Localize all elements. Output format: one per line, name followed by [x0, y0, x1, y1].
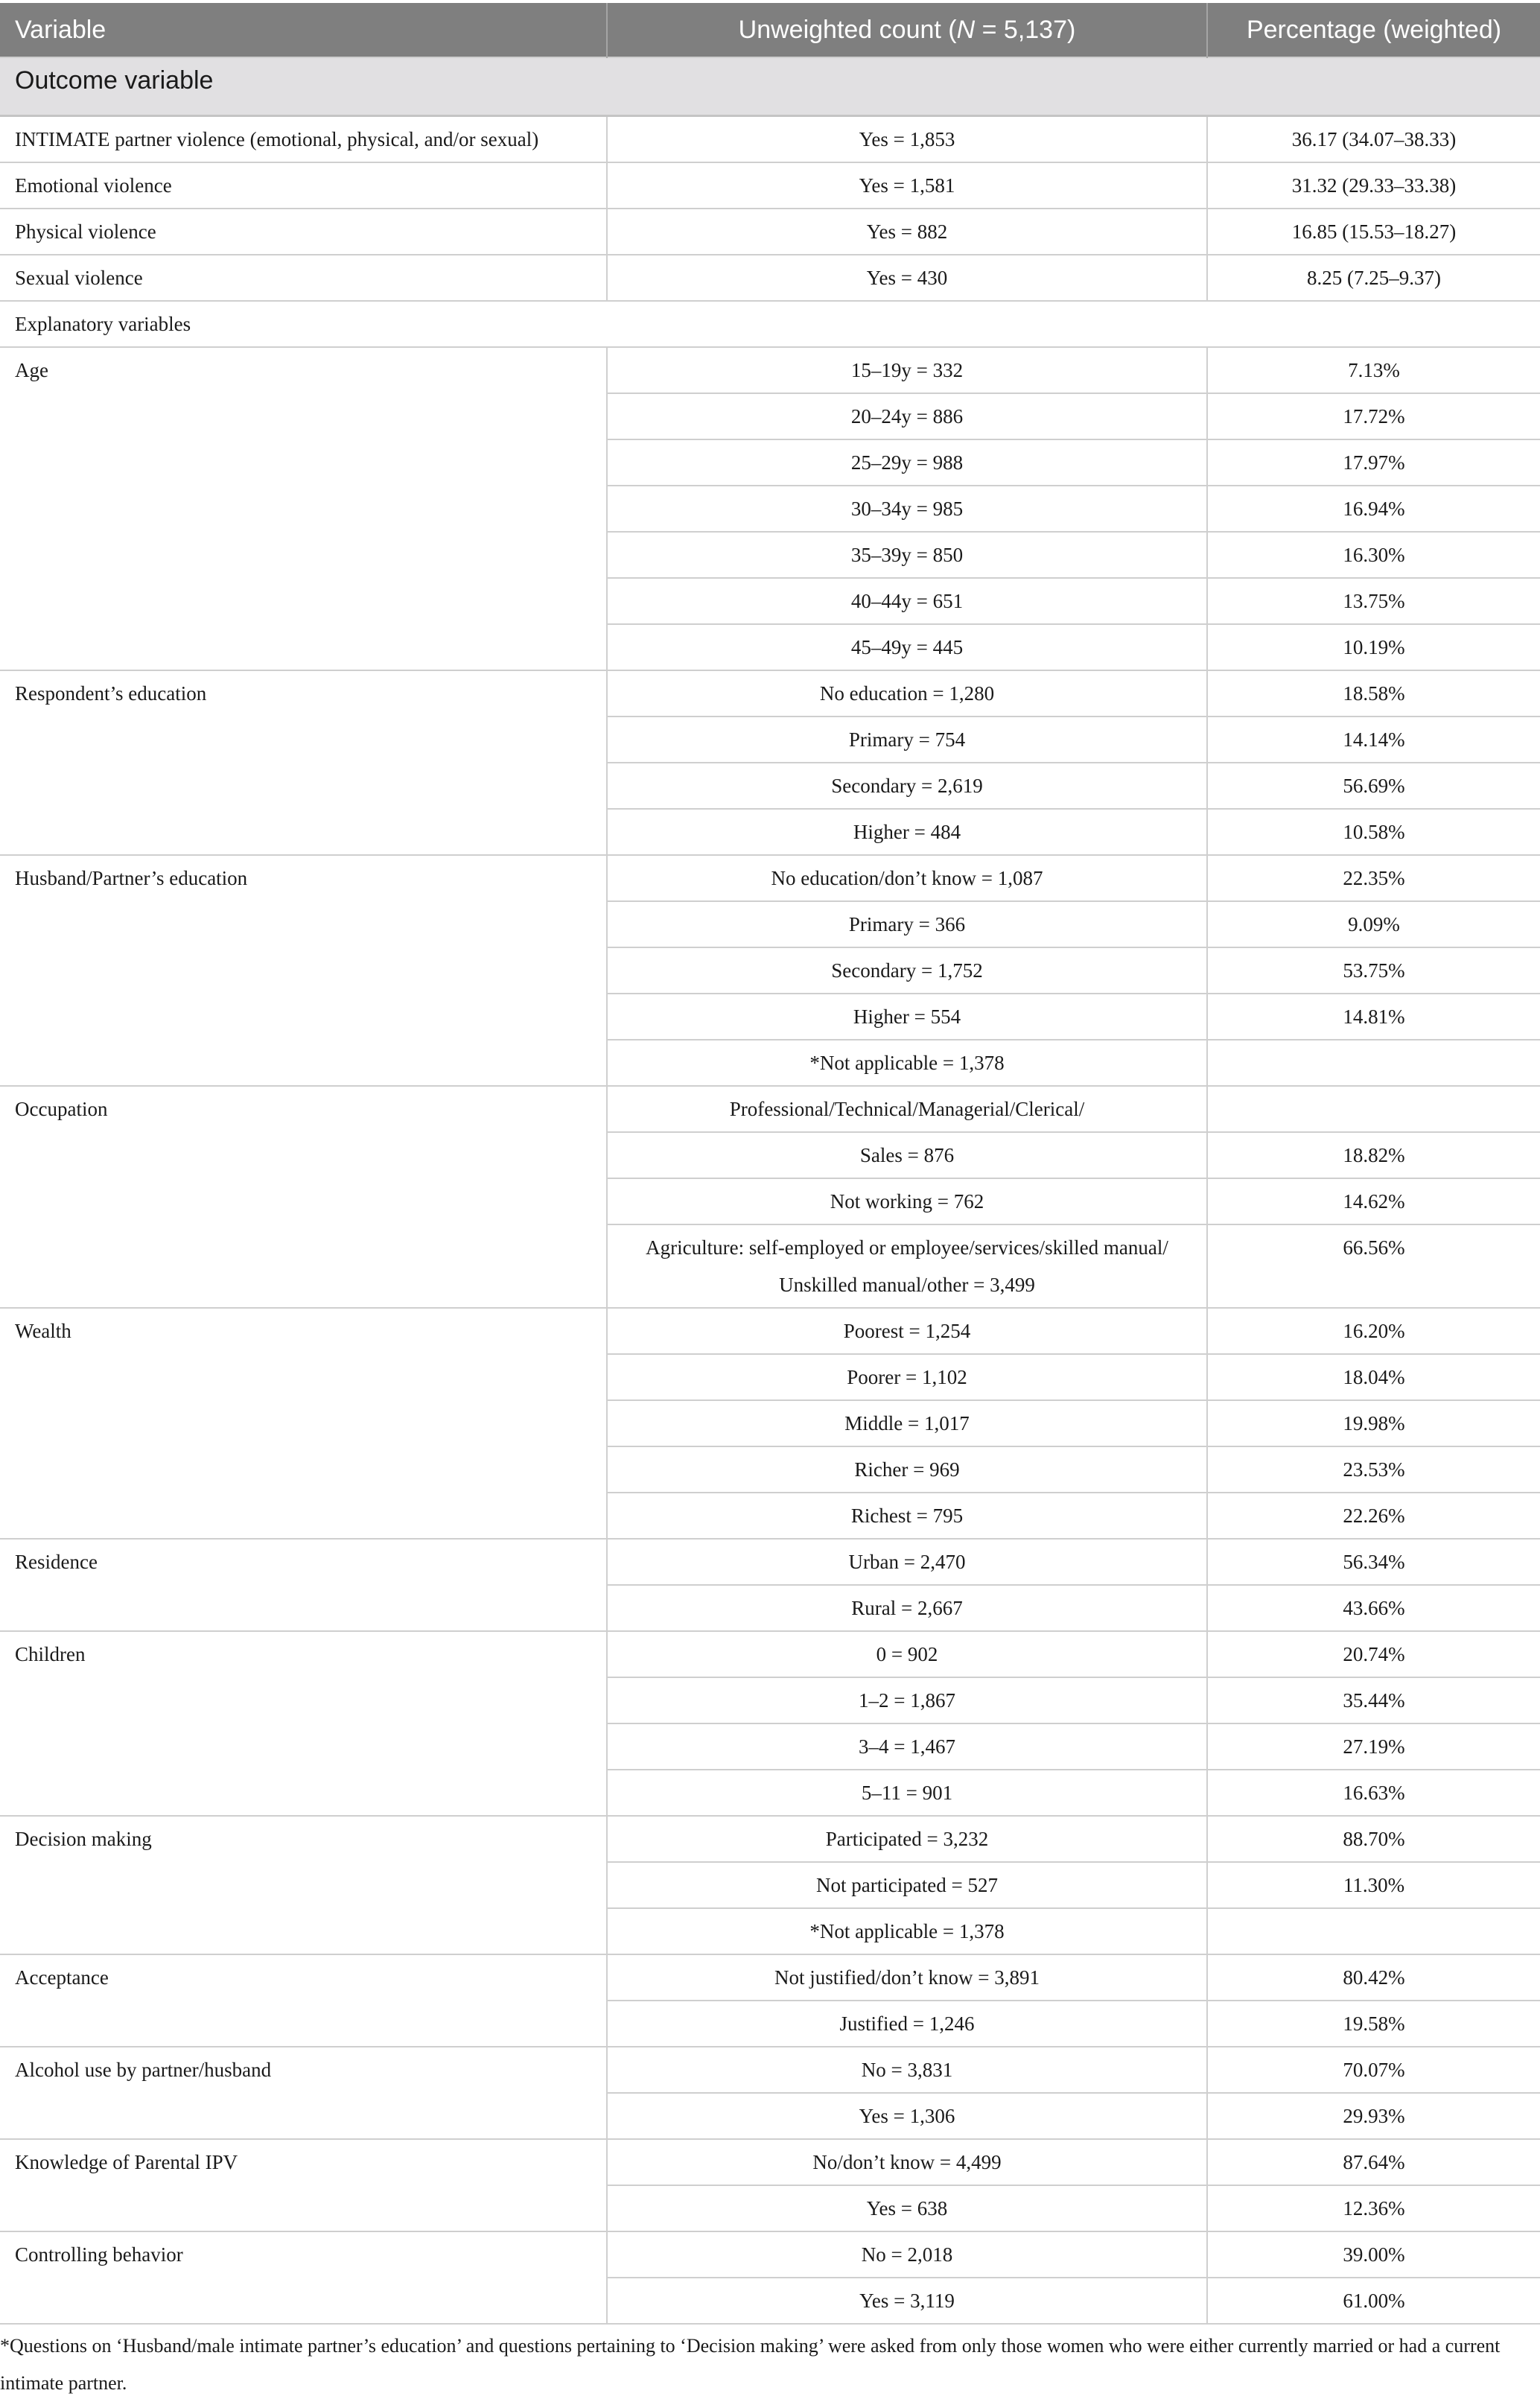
percentage-cell: 11.30%	[1207, 1862, 1540, 1908]
variable-label: Acceptance	[0, 1954, 607, 2047]
outcome-section-row	[0, 57, 1540, 116]
count-cell: Poorest = 1,254	[607, 1308, 1207, 1354]
percentage-cell: 66.56%	[1207, 1224, 1540, 1308]
percentage-cell: 14.81%	[1207, 994, 1540, 1040]
percentage-cell: 9.09%	[1207, 901, 1540, 947]
variable-label: Wealth	[0, 1308, 607, 1539]
variable-label: Controlling behavior	[0, 2231, 607, 2324]
count-cell: Higher = 554	[607, 994, 1207, 1040]
percentage-cell: 16.63%	[1207, 1770, 1540, 1816]
table-row	[0, 1086, 1540, 1132]
table-row	[0, 670, 1540, 717]
percentage-cell: 20.74%	[1207, 1631, 1540, 1677]
percentage-cell: 80.42%	[1207, 1954, 1540, 2001]
table-row	[0, 1308, 1540, 1354]
variable-label: Emotional violence	[0, 162, 607, 209]
outcome-row	[0, 116, 1540, 163]
percentage-cell	[1207, 1040, 1540, 1086]
percentage-cell: 19.98%	[1207, 1400, 1540, 1446]
variable-label: Decision making	[0, 1816, 607, 1954]
table-row	[0, 2139, 1540, 2185]
variable-label: Physical violence	[0, 209, 607, 255]
explanatory-section-row	[0, 301, 1540, 347]
variable-label: Occupation	[0, 1086, 607, 1308]
percentage-cell: 17.72%	[1207, 393, 1540, 439]
percentage-cell: 87.64%	[1207, 2139, 1540, 2185]
percentage-cell: 43.66%	[1207, 1585, 1540, 1631]
header-count-suffix: = 5,137)	[975, 15, 1076, 44]
percentage-cell: 18.04%	[1207, 1354, 1540, 1400]
footnote: *Questions on ‘Husband/male intimate partner’s education’ and questions pertaining to ‘Decision making’ were asked from only those women who were either currently married or had a current intimate partner.	[0, 2335, 1501, 2394]
table-header-row	[0, 3, 1540, 57]
count-cell: Professional/Technical/Managerial/Clerical/	[607, 1086, 1207, 1132]
variable-label: Alcohol use by partner/husband	[0, 2047, 607, 2139]
percentage-cell: 29.93%	[1207, 2093, 1540, 2139]
count-cell: Yes = 882	[607, 209, 1207, 255]
count-cell: 1–2 = 1,867	[607, 1677, 1207, 1723]
count-cell: Sales = 876	[607, 1132, 1207, 1178]
percentage-cell: 10.58%	[1207, 809, 1540, 855]
percentage-cell: 22.26%	[1207, 1493, 1540, 1539]
count-cell: 5–11 = 901	[607, 1770, 1207, 1816]
count-cell: Poorer = 1,102	[607, 1354, 1207, 1400]
header-percentage: Percentage (weighted)	[1207, 3, 1540, 57]
variable-label: Residence	[0, 1539, 607, 1631]
variable-label: Husband/Partner’s education	[0, 855, 607, 1086]
percentage-cell: 56.34%	[1207, 1539, 1540, 1585]
count-cell: No/don’t know = 4,499	[607, 2139, 1207, 2185]
descriptive-table	[0, 3, 1540, 2325]
count-cell: Not participated = 527	[607, 1862, 1207, 1908]
table-row	[0, 1539, 1540, 1585]
count-cell: Not working = 762	[607, 1178, 1207, 1224]
count-cell: No = 3,831	[607, 2047, 1207, 2093]
percentage-cell: 36.17 (34.07–38.33)	[1207, 116, 1540, 163]
percentage-cell: 31.32 (29.33–33.38)	[1207, 162, 1540, 209]
percentage-cell: 53.75%	[1207, 947, 1540, 994]
count-cell: Agriculture: self-employed or employee/services/skilled manual/ Unskilled manual/other = 3,499	[607, 1224, 1207, 1308]
count-cell: *Not applicable = 1,378	[607, 1040, 1207, 1086]
table-row	[0, 347, 1540, 393]
count-cell: 35–39y = 850	[607, 532, 1207, 578]
explanatory-section-label: Explanatory variables	[0, 301, 1540, 347]
count-cell: 3–4 = 1,467	[607, 1723, 1207, 1770]
count-cell: Yes = 638	[607, 2185, 1207, 2231]
percentage-cell: 39.00%	[1207, 2231, 1540, 2278]
percentage-cell: 16.94%	[1207, 486, 1540, 532]
header-count-n: N	[956, 15, 976, 44]
percentage-cell	[1207, 1908, 1540, 1954]
percentage-cell: 70.07%	[1207, 2047, 1540, 2093]
count-cell: 40–44y = 651	[607, 578, 1207, 624]
percentage-cell: 18.82%	[1207, 1132, 1540, 1178]
percentage-cell: 19.58%	[1207, 2001, 1540, 2047]
percentage-cell: 56.69%	[1207, 763, 1540, 809]
count-cell: 20–24y = 886	[607, 393, 1207, 439]
count-cell: Higher = 484	[607, 809, 1207, 855]
count-cell: 45–49y = 445	[607, 624, 1207, 670]
percentage-cell: 16.30%	[1207, 532, 1540, 578]
percentage-cell: 61.00%	[1207, 2278, 1540, 2324]
percentage-cell: 16.85 (15.53–18.27)	[1207, 209, 1540, 255]
count-cell: Richer = 969	[607, 1446, 1207, 1493]
percentage-cell: 22.35%	[1207, 855, 1540, 901]
percentage-cell: 23.53%	[1207, 1446, 1540, 1493]
count-cell: Yes = 1,581	[607, 162, 1207, 209]
count-cell: Yes = 3,119	[607, 2278, 1207, 2324]
count-cell: *Not applicable = 1,378	[607, 1908, 1207, 1954]
table-row	[0, 2047, 1540, 2093]
percentage-cell: 18.58%	[1207, 670, 1540, 717]
count-cell: No education/don’t know = 1,087	[607, 855, 1207, 901]
count-cell: 0 = 902	[607, 1631, 1207, 1677]
percentage-cell: 8.25 (7.25–9.37)	[1207, 255, 1540, 301]
count-cell: Middle = 1,017	[607, 1400, 1207, 1446]
count-cell: Yes = 1,306	[607, 2093, 1207, 2139]
table-row	[0, 1631, 1540, 1677]
percentage-cell: 14.62%	[1207, 1178, 1540, 1224]
percentage-cell: 27.19%	[1207, 1723, 1540, 1770]
count-cell: Urban = 2,470	[607, 1539, 1207, 1585]
percentage-cell: 13.75%	[1207, 578, 1540, 624]
percentage-cell: 10.19%	[1207, 624, 1540, 670]
variable-label: Knowledge of Parental IPV	[0, 2139, 607, 2231]
count-cell: No = 2,018	[607, 2231, 1207, 2278]
count-cell: Yes = 1,853	[607, 116, 1207, 163]
variable-label: INTIMATE partner violence (emotional, physical, and/or sexual)	[0, 116, 607, 163]
percentage-cell: 35.44%	[1207, 1677, 1540, 1723]
header-variable: Variable	[0, 3, 607, 57]
outcome-row	[0, 162, 1540, 209]
percentage-cell	[1207, 1086, 1540, 1132]
percentage-cell: 7.13%	[1207, 347, 1540, 393]
variable-label: Respondent’s education	[0, 670, 607, 855]
count-cell: Richest = 795	[607, 1493, 1207, 1539]
header-unweighted-count	[607, 3, 1207, 57]
count-cell: 25–29y = 988	[607, 439, 1207, 486]
percentage-cell: 88.70%	[1207, 1816, 1540, 1862]
percentage-cell: 12.36%	[1207, 2185, 1540, 2231]
variable-label: Age	[0, 347, 607, 670]
table-row	[0, 2231, 1540, 2278]
count-cell: No education = 1,280	[607, 670, 1207, 717]
variable-label: Sexual violence	[0, 255, 607, 301]
count-cell: 30–34y = 985	[607, 486, 1207, 532]
count-cell: Not justified/don’t know = 3,891	[607, 1954, 1207, 2001]
percentage-cell: 14.14%	[1207, 717, 1540, 763]
count-cell: Primary = 754	[607, 717, 1207, 763]
variable-label: Children	[0, 1631, 607, 1816]
percentage-cell: 17.97%	[1207, 439, 1540, 486]
count-cell: 15–19y = 332	[607, 347, 1207, 393]
count-cell: Secondary = 1,752	[607, 947, 1207, 994]
count-cell: Yes = 430	[607, 255, 1207, 301]
count-cell: Rural = 2,667	[607, 1585, 1207, 1631]
count-cell: Justified = 1,246	[607, 2001, 1207, 2047]
count-cell: Secondary = 2,619	[607, 763, 1207, 809]
count-cell: Participated = 3,232	[607, 1816, 1207, 1862]
outcome-row	[0, 209, 1540, 255]
header-count-prefix: Unweighted count (	[738, 15, 957, 44]
percentage-cell: 16.20%	[1207, 1308, 1540, 1354]
outcome-row	[0, 255, 1540, 301]
table-row	[0, 855, 1540, 901]
count-cell: Primary = 366	[607, 901, 1207, 947]
table-row	[0, 1816, 1540, 1862]
table-row	[0, 1954, 1540, 2001]
outcome-section-label: Outcome variable	[0, 57, 1540, 116]
